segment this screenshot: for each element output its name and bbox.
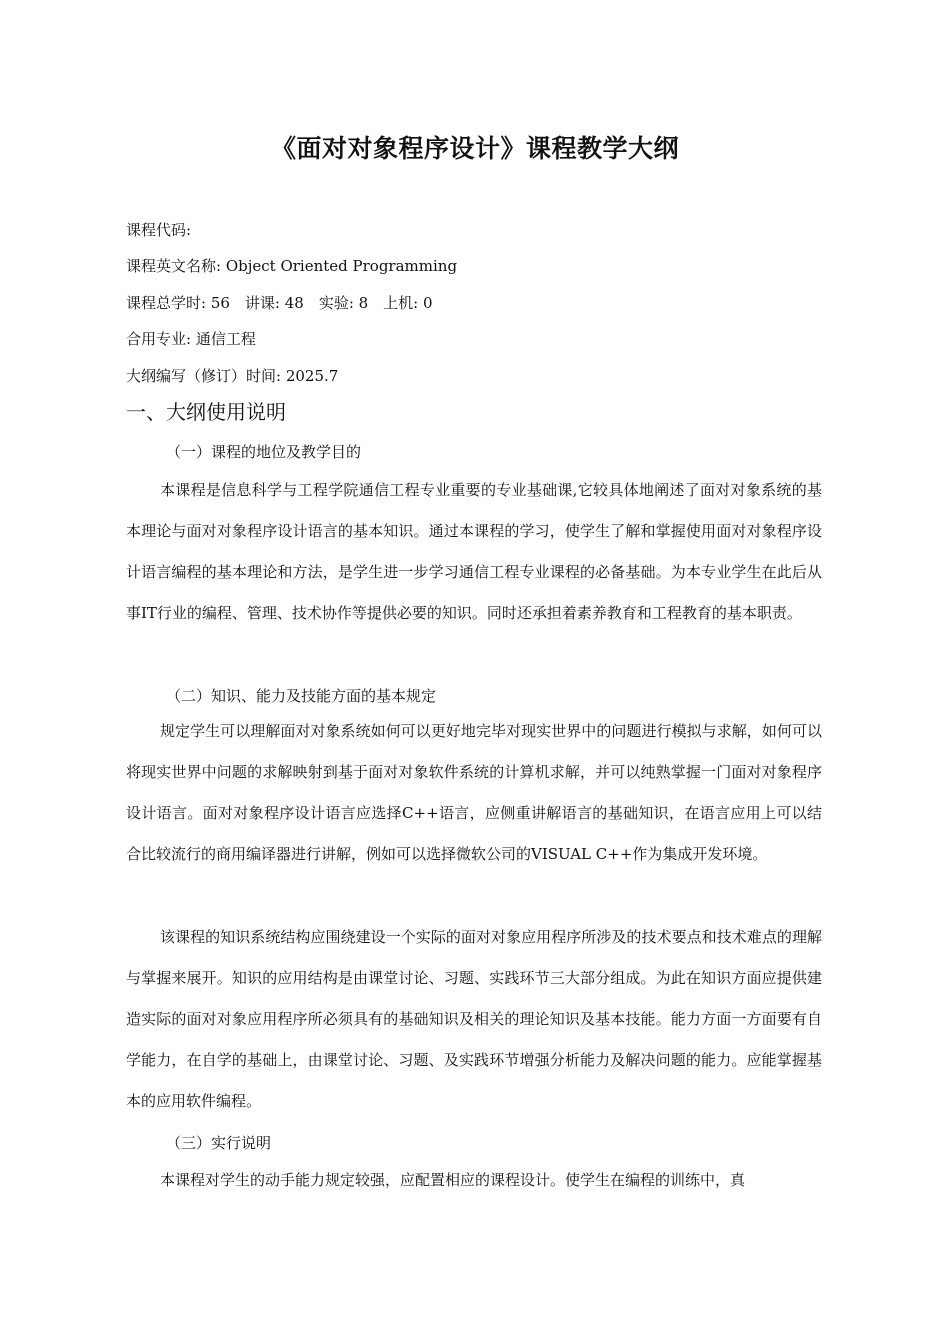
subsection-heading-1: （一）课程的地位及教学目的 [166,443,362,461]
paragraph-requirements-2: 该课程的知识系统结构应围绕建设一个实际的面对对象应用程序所涉及的技术要点和技术难点的理解与掌握来展开。知识的应用结构是由课堂讨论、习题、实践环节三大部分组成。为此在知识方面应提供建造实际的面对对象应用程序所必须具有的基础知识及相关的理论知识及基本技能。能力方面一方面要有自学能力，在自学的基础上，由课堂讨论、习题、及实践环节增强分析能力及解决问题的能力。应能掌握基本的应用软件编程。 [126,928,822,1110]
revision-line: 大纲编写（修订）时间: 2025.7 [126,367,339,385]
document-title: 《面对对象程序设计》课程教学大纲 [270,134,679,163]
paragraph-course-purpose: 本课程是信息科学与工程学院通信工程专业重要的专业基础课,它较具体地阐述了面对对象系统的基本理论与面对对象程序设计语言的基本知识。通过本课程的学习，使学生了解和掌握使用面对对象程序设计语言编程的基本理论和方法，是学生进一步学习通信工程专业课程的必备基础。为本专业学生在此后从事IT行业的编程、管理、技术协作等提供必要的知识。同时还承担着素养教育和工程教育的基本职责。 [126,481,822,622]
major-line: 合用专业: 通信工程 [126,330,256,348]
subsection-heading-2: （二）知识、能力及技能方面的基本规定 [166,687,437,705]
paragraph-implementation: 本课程对学生的动手能力规定较强，应配置相应的课程设计。使学生在编程的训练中，真 [160,1171,746,1189]
subsection-heading-3: （三）实行说明 [166,1134,272,1152]
hours-line: 课程总学时: 56 讲课: 48 实验: 8 上机: 0 [126,294,433,312]
course-code-line: 课程代码: [126,221,192,239]
section-heading: 一、大纲使用说明 [126,400,286,424]
paragraph-requirements-1: 规定学生可以理解面对对象系统如何可以更好地完毕对现实世界中的问题进行模拟与求解，如何可以将现实世界中问题的求解映射到基于面对对象软件系统的计算机求解，并可以纯熟掌握一门面对对象程序设计语言。面对对象程序设计语言应选择C++语言，应侧重讲解语言的基础知识，在语言应用上可以结合比较流行的商用编译器进行讲解，例如可以选择微软公司的VISUAL C++作为集成开发环境。 [126,722,822,863]
english-name-line: 课程英文名称: Object Oriented Programming [126,257,458,275]
